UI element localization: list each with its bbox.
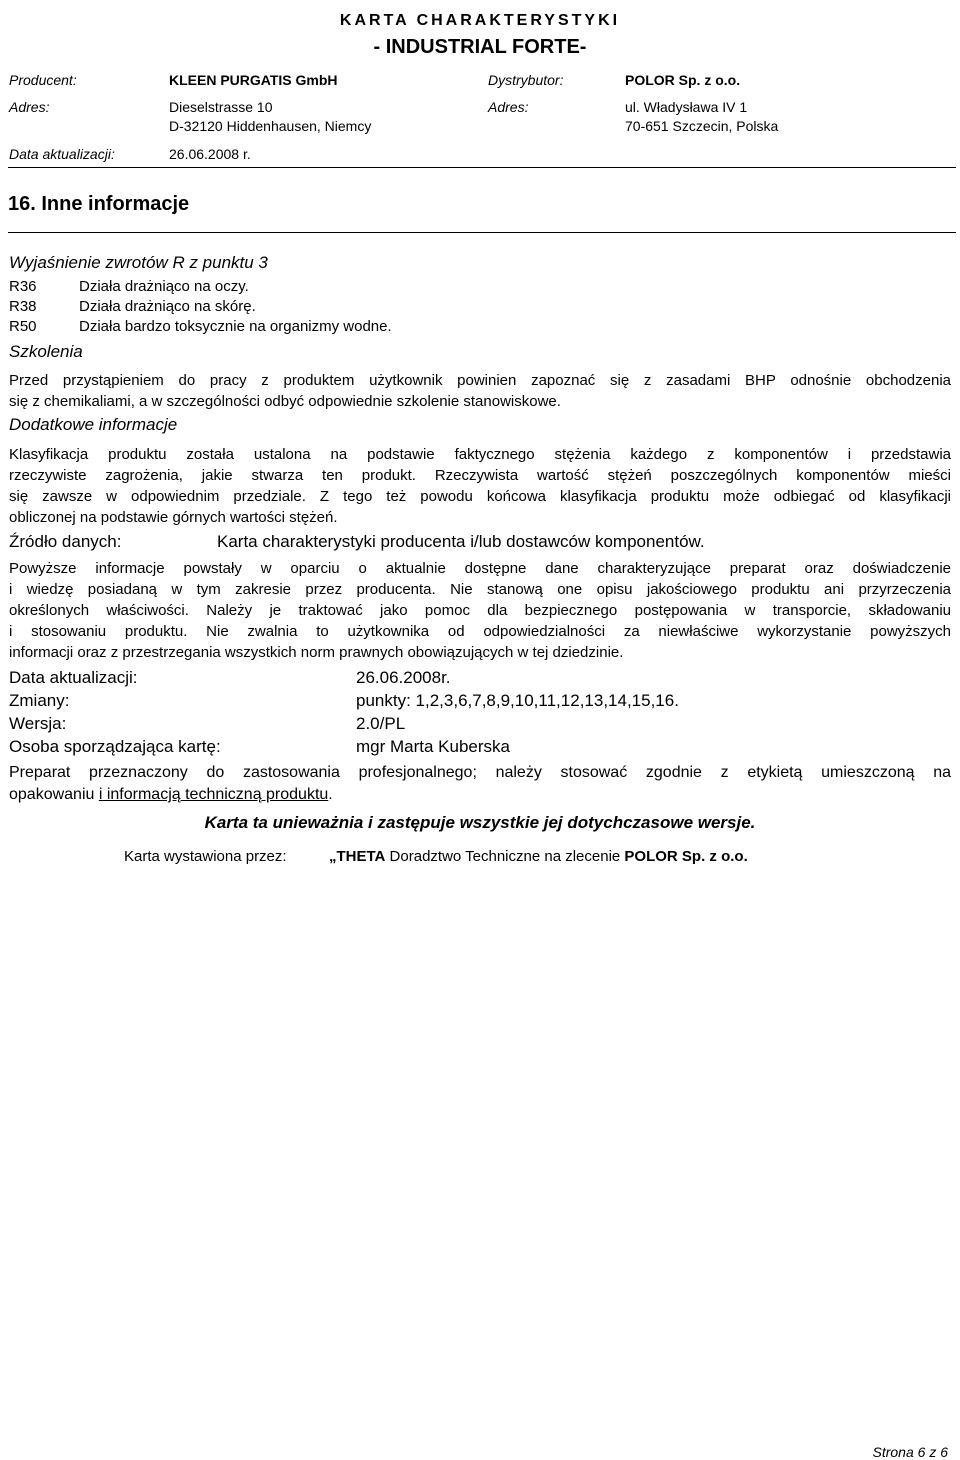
section-title: 16. Inne informacje xyxy=(8,193,190,215)
document-title: KARTA CHARAKTERYSTYKI xyxy=(339,12,621,29)
meta-value: 2.0/PL xyxy=(356,714,406,733)
paragraph-line xyxy=(9,784,951,806)
data-source-label: Źródło danych: xyxy=(9,532,122,551)
meta-value: 26.06.2008r. xyxy=(356,668,451,687)
issuer-name: „THETA xyxy=(329,848,386,865)
r-phrase-code: R38 xyxy=(9,298,37,315)
paragraph-line: się zawsze w odpowiednim przedziale. Z tego też powodu końcowa klasyfikacja produktu może odbiegać od klasyfikacji xyxy=(9,488,951,505)
section-divider xyxy=(8,232,956,233)
training-heading: Szkolenia xyxy=(9,342,83,361)
issued-by-label: Karta wystawiona przez: xyxy=(124,848,287,865)
paragraph-line: Preparat przeznaczony do zastosowania profesjonalnego; należy stosować zgodnie z etykietą umieszczoną na xyxy=(9,764,951,781)
product-name: - INDUSTRIAL FORTE- xyxy=(373,36,587,58)
client-company: POLOR Sp. z o.o. xyxy=(624,848,748,865)
meta-label: Zmiany: xyxy=(9,691,70,710)
additional-info-paragraph xyxy=(9,444,951,528)
paragraph-line: obliczonej na podstawie górnych wartości stężeń. xyxy=(9,509,338,526)
professional-use-paragraph xyxy=(9,762,951,806)
distributor-address-line-1: ul. Władysława IV 1 xyxy=(625,99,748,115)
paragraph-line: i wiedzę posiadaną w tym zakresie przez producenta. Nie stanową one opisu jakościowego produktu ani przyrzeczenia xyxy=(9,581,951,598)
paragraph-line: informacji oraz z przestrzegania wszystkich norm prawnych obowiązujących w tej dziedzinie. xyxy=(9,644,624,661)
additional-info-heading: Dodatkowe informacje xyxy=(9,415,178,434)
meta-label: Osoba sporządzająca kartę: xyxy=(9,737,221,756)
distributor-name: POLOR Sp. z o.o. xyxy=(625,72,741,88)
update-date-label: Data aktualizacji: xyxy=(9,146,115,162)
meta-value: mgr Marta Kuberska xyxy=(356,737,510,756)
supersedes-notice: Karta ta unieważnia i zastępuje wszystkie jej dotychczasowe wersje. xyxy=(204,813,756,832)
r-phrase-text: Działa bardzo toksycznie na organizmy wodne. xyxy=(79,318,392,335)
producer-address-label: Adres: xyxy=(9,99,50,115)
data-source-value: Karta charakterystyki producenta i/lub dostawców komponentów. xyxy=(217,532,705,551)
meta-label: Data aktualizacji: xyxy=(9,668,138,687)
meta-label: Wersja: xyxy=(9,714,67,733)
distributor-address-label: Adres: xyxy=(488,99,529,115)
header-divider xyxy=(8,167,956,168)
text-fragment: . xyxy=(328,786,333,803)
update-date: 26.06.2008 r. xyxy=(169,146,251,162)
page-number: Strona 6 z 6 xyxy=(872,1444,948,1460)
text-fragment: Doradztwo Techniczne na zlecenie xyxy=(385,848,625,865)
paragraph-line: i stosowaniu produktu. Nie zwalnia to użytkownika od odpowiedzialności za niewłaściwe wykorzystanie powyższych xyxy=(9,623,951,640)
paragraph-line: określonych właściwości. Należy je traktować jako pomoc dla bezpiecznego postępowania w transporcie, składowaniu xyxy=(9,602,951,619)
r-phrase-code: R36 xyxy=(9,278,37,295)
disclaimer-paragraph xyxy=(9,558,951,663)
paragraph-line: rzeczywiste zagrożenia, jakie stwarza ten produkt. Rzeczywista wartość stężeń poszczególnych komponentów mieści xyxy=(9,467,951,484)
paragraph-line: Przed przystąpieniem do pracy z produktem użytkownik powinien zapoznać się z zasadami BHP odnośnie obchodzenia xyxy=(9,372,951,389)
paragraph-line: Klasyfikacja produktu została ustalona na podstawie faktycznego stężenia każdego z komponentów i przedstawia xyxy=(9,446,951,463)
paragraph-line: Powyższe informacje powstały w oparciu o aktualnie dostępne dane charakteryzujące preparat oraz doświadczenie xyxy=(9,560,951,577)
producer-name: KLEEN PURGATIS GmbH xyxy=(169,72,338,88)
issued-by-value xyxy=(329,848,748,865)
producer-address-line-2: D-32120 Hiddenhausen, Niemcy xyxy=(169,118,372,134)
r-phrases-heading: Wyjaśnienie zwrotów R z punktu 3 xyxy=(9,253,268,272)
distributor-label: Dystrybutor: xyxy=(488,72,564,88)
r-phrase-text: Działa drażniąco na oczy. xyxy=(79,278,249,295)
r-phrase-text: Działa drażniąco na skórę. xyxy=(79,298,256,315)
meta-value: punkty: 1,2,3,6,7,8,9,10,11,12,13,14,15,16. xyxy=(356,691,679,710)
product-technical-info-reference: i informacją techniczną produktu xyxy=(98,786,329,803)
text-fragment: opakowaniu xyxy=(9,786,99,803)
distributor-address-line-2: 70-651 Szczecin, Polska xyxy=(625,118,779,134)
training-paragraph xyxy=(9,370,951,412)
r-phrase-code: R50 xyxy=(9,318,37,335)
paragraph-line: się z chemikaliami, a w szczególności odbyć odpowiednie szkolenie stanowiskowe. xyxy=(9,393,561,410)
producer-label: Producent: xyxy=(9,72,77,88)
producer-address-line-1: Dieselstrasse 10 xyxy=(169,99,273,115)
